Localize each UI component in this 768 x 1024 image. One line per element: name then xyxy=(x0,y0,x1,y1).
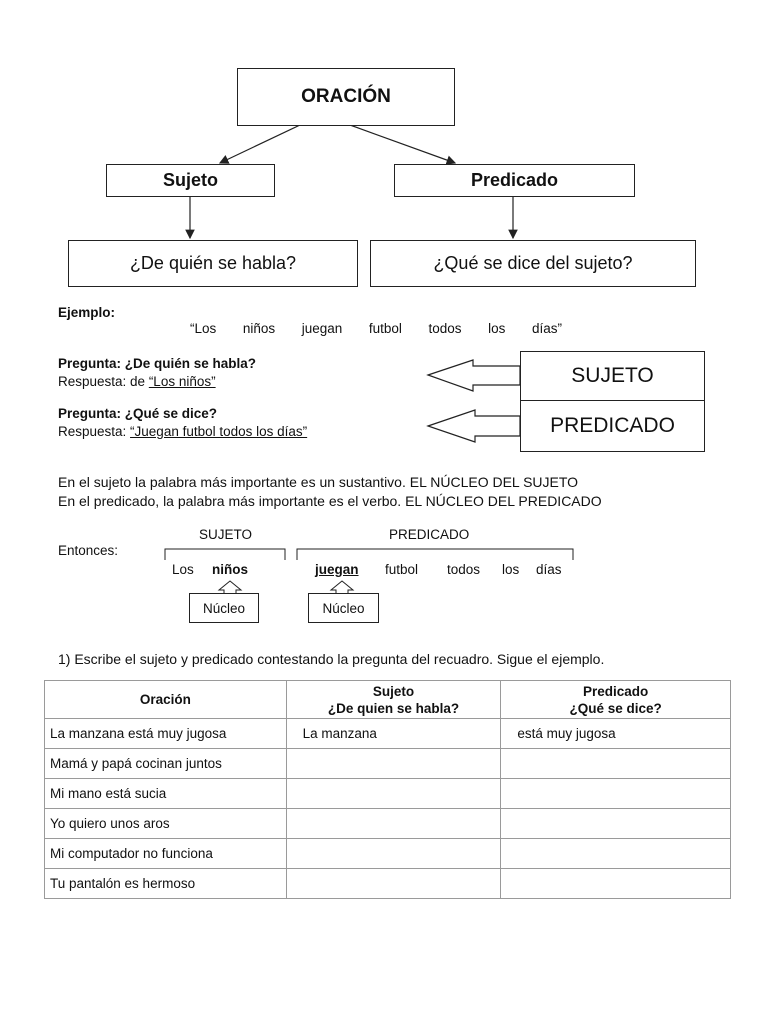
table-row xyxy=(45,839,731,869)
example-word: todos xyxy=(428,321,462,336)
entonces-word: los xyxy=(502,562,520,577)
cell-sujeto[interactable] xyxy=(286,779,501,809)
cell-oracion: La manzana está muy jugosa xyxy=(45,719,287,749)
example-word: los xyxy=(488,321,506,336)
header-sujeto: Sujeto ¿De quien se habla? xyxy=(286,681,501,719)
entonces-word: días xyxy=(536,562,562,577)
answer-2 xyxy=(58,424,307,439)
table-row xyxy=(45,869,731,899)
exercise-instruction: 1) Escribe el sujeto y predicado contestando la pregunta del recuadro. Sigue el ejemplo. xyxy=(58,651,605,667)
exercise-table xyxy=(44,680,731,899)
example-word: niños xyxy=(242,321,276,336)
arrow-left-sujeto xyxy=(428,360,520,391)
arrow-left-predicado xyxy=(428,410,520,442)
cell-predicado[interactable]: está muy jugosa xyxy=(501,719,731,749)
bracket-sujeto xyxy=(165,549,285,560)
cell-predicado[interactable] xyxy=(501,869,731,899)
cell-oracion: Tu pantalón es hermoso xyxy=(45,869,287,899)
example-word: juegan xyxy=(301,321,343,336)
cell-predicado[interactable] xyxy=(501,779,731,809)
cell-sujeto[interactable] xyxy=(286,809,501,839)
table-row xyxy=(45,779,731,809)
sujeto-question-box xyxy=(68,240,358,287)
entonces-word-nucleo-sujeto: niños xyxy=(212,562,248,577)
explanation-line-1: En el sujeto la palabra más importante es un sustantivo. EL NÚCLEO DEL SUJETO xyxy=(58,474,579,490)
question-1: Pregunta: ¿De quién se habla? xyxy=(58,356,257,371)
header-oracion: Oración xyxy=(45,681,287,719)
predicado-answer-label: PREDICADO xyxy=(550,414,675,437)
answer-1 xyxy=(58,374,216,389)
table-row xyxy=(45,809,731,839)
cell-sujeto[interactable] xyxy=(286,839,501,869)
predicado-header: PREDICADO xyxy=(389,527,470,542)
header-predicado: Predicado ¿Qué se dice? xyxy=(501,681,731,719)
entonces-label: Entonces: xyxy=(58,543,119,558)
answer-1-prefix: Respuesta: de xyxy=(58,374,149,389)
answer-2-prefix: Respuesta: xyxy=(58,424,131,439)
question-2: Pregunta: ¿Qué se dice? xyxy=(58,406,218,421)
predicado-answer-box xyxy=(520,400,705,452)
predicado-title: Predicado xyxy=(470,170,559,190)
entonces-word: todos xyxy=(447,562,481,577)
ejemplo-heading: Ejemplo: xyxy=(58,305,116,320)
arrow-root-to-sujeto xyxy=(220,125,300,163)
entonces-word: futbol xyxy=(385,562,419,577)
answer-2-value: “Juegan futbol todos los días” xyxy=(130,424,308,439)
arrow-root-to-predicado xyxy=(350,125,455,163)
table-row xyxy=(45,719,731,749)
nucleo-box-predicado xyxy=(308,593,379,623)
oracion-title: ORACIÓN xyxy=(301,86,391,107)
nucleo-label: Núcleo xyxy=(322,600,365,616)
cell-oracion: Yo quiero unos aros xyxy=(45,809,287,839)
cell-oracion: Mi computador no funciona xyxy=(45,839,287,869)
predicado-box xyxy=(394,164,635,197)
sujeto-question: ¿De quién se habla? xyxy=(129,253,297,273)
predicado-question: ¿Qué se dice del sujeto? xyxy=(433,253,633,273)
sujeto-answer-label: SUJETO xyxy=(571,364,654,387)
cell-sujeto[interactable]: La manzana xyxy=(286,719,501,749)
cell-predicado[interactable] xyxy=(501,809,731,839)
nucleo-box-sujeto xyxy=(189,593,259,623)
cell-sujeto[interactable] xyxy=(286,749,501,779)
entonces-word: Los xyxy=(172,562,194,577)
cell-predicado[interactable] xyxy=(501,839,731,869)
answer-1-value: “Los niños” xyxy=(148,374,216,389)
sujeto-answer-box xyxy=(520,351,705,401)
example-word: futbol xyxy=(368,321,402,336)
example-word: días” xyxy=(531,321,562,336)
nucleo-label: Núcleo xyxy=(202,600,246,616)
cell-sujeto[interactable] xyxy=(286,869,501,899)
predicado-question-box xyxy=(370,240,696,287)
bracket-predicado xyxy=(297,549,573,560)
example-sentence xyxy=(190,321,562,336)
cell-oracion: Mi mano está sucia xyxy=(45,779,287,809)
cell-predicado[interactable] xyxy=(501,749,731,779)
sujeto-title: Sujeto xyxy=(162,170,218,190)
table-row xyxy=(45,749,731,779)
cell-oracion: Mamá y papá cocinan juntos xyxy=(45,749,287,779)
sujeto-header: SUJETO xyxy=(199,527,253,542)
oracion-box xyxy=(237,68,455,126)
entonces-word-nucleo-predicado: juegan xyxy=(315,562,359,577)
explanation-line-2: En el predicado, la palabra más importante es el verbo. EL NÚCLEO DEL PREDICADO xyxy=(58,493,602,509)
example-word: “Los xyxy=(190,321,217,336)
table-header-row xyxy=(45,681,731,719)
sujeto-box xyxy=(106,164,275,197)
